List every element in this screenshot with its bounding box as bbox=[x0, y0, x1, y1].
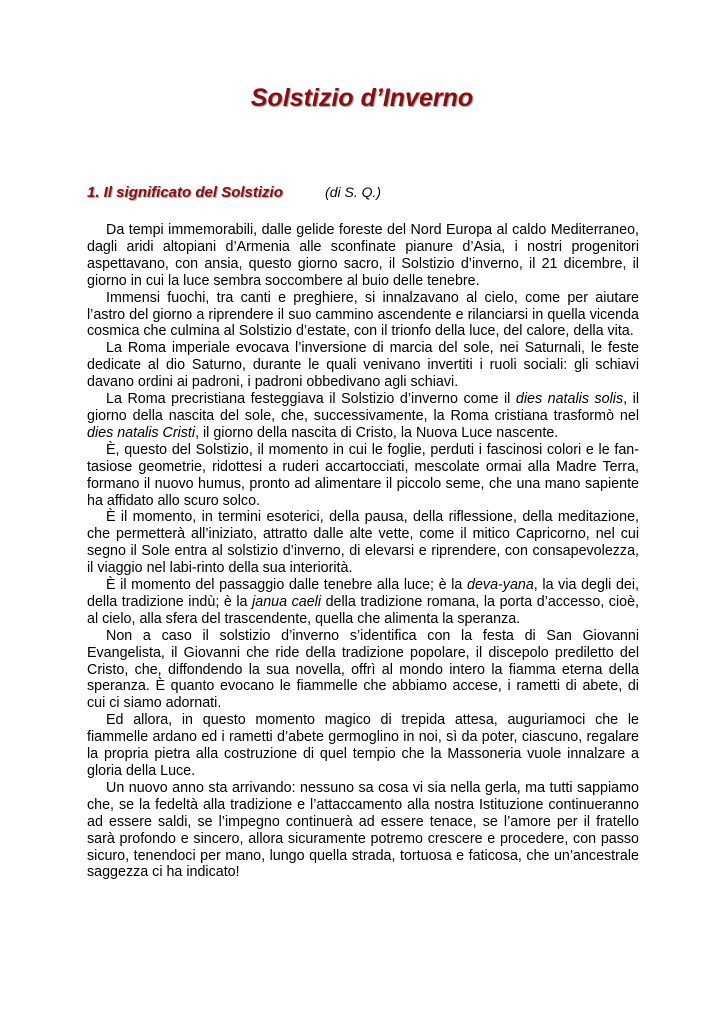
body-text bbox=[87, 222, 639, 881]
text-run: Ed allora, in questo momento magico di trepida attesa, auguriamoci che le fiammelle ardano ed i rametti d’abete germoglino in noi, sì da poter, ciascuno, regalare la propria pietra alla costruzione di quel tempio che la Massoneria vuole innalzare a gloria della Luce. bbox=[87, 712, 639, 779]
text-run: La Roma imperiale evocava l’inversione di marcia del sole, nei Saturnali, le feste dedicate al dio Saturno, durante le quali venivano invertiti i ruoli sociali: gli schiavi davano ordini ai padroni, i padroni obbedivano agli schiavi. bbox=[87, 340, 639, 391]
text-run: È, questo del Solstizio, il momento in cui le foglie, perduti i fascinosi colori e le fan-tasiose geometrie, ridottesi a ruderi accartocciati, mescolate ormai alla Madre Terra, formano il nuovo humus, pronto ad alimentare il piccolo seme, che una mano sapiente ha affidato allo scuro solco. bbox=[87, 441, 639, 509]
text-run: Da tempi immemorabili, dalle gelide foreste del Nord Europa al caldo Mediterraneo, dagli aridi altopiani d’Armenia alle sconfinate pianure d’Asia, i nostri progenitori aspettavano, con ansia, questo giorno sacro, il Solstizio d’inverno, il 21 dicembre, il giorno in cui la luce sembra soccombere al buio delle tenebre. bbox=[87, 222, 639, 289]
section-heading bbox=[87, 183, 647, 202]
paragraph bbox=[87, 442, 639, 510]
italic-phrase: janua caeli bbox=[252, 593, 322, 610]
text-run: , il giorno della nascita di Cristo, la Nuova Luce nascente. bbox=[195, 424, 559, 441]
section-title: 1. Il significato del Solstizio bbox=[87, 184, 283, 201]
text-run: Immensi fuochi, tra canti e preghiere, si innalzavano al cielo, come per aiutare l’astro del giorno a riprendere il suo cammino ascendente e rilanciarsi in quella vicenda cosmica che culmina al Solstizio d’estate, con il trionfo della luce, del calore, della vita. bbox=[87, 289, 639, 340]
paragraph bbox=[87, 577, 639, 628]
text-run: Un nuovo anno sta arrivando: nessuno sa cosa vi sia nella gerla, ma tutti sappiamo che, se la fedeltà alla tradizione e l’attaccamento alla nostra Istituzione continueranno ad essere saldi, se l’impegno continuerà ad essere tenace, se l’amore per il fratello sarà profondo e sincero, allora sicuramente potremo crescere e procedere, con passo sicuro, tenendoci per mano, lungo quella strada, tortuosa e faticosa, che un’ancestrale saggezza ci ha indicato! bbox=[87, 779, 639, 881]
text-run: , il giorno della nascita del sole, che, successivamente, la Roma cristiana trasformò nel bbox=[87, 391, 639, 424]
text-run: della tradizione romana, la porta d’accesso, cioè, al cielo, alla sfera del trascendente, quella che alimenta la speranza. bbox=[87, 593, 640, 627]
text-run: , la via degli dei, della tradizione indù; è la bbox=[87, 577, 639, 610]
paragraph bbox=[87, 391, 639, 442]
paragraph bbox=[87, 712, 639, 780]
italic-phrase: deva-yana bbox=[467, 577, 534, 594]
text-run: La Roma precristiana festeggiava il Solstizio d’inverno come il bbox=[106, 391, 516, 408]
italic-phrase: dies natalis Cristi bbox=[87, 424, 196, 441]
paragraph bbox=[87, 290, 639, 341]
text-run: È il momento del passaggio dalle tenebre alla luce; è la bbox=[106, 577, 468, 594]
section-author: (di S. Q.) bbox=[325, 184, 382, 200]
paragraph bbox=[87, 628, 639, 713]
text-run: Non a caso il solstizio d’inverno s’identifica con la festa di San Giovanni Evangelista, il Giovanni che ride della tradizione popolare, il discepolo prediletto del Cristo, che, diffondendo la sua novella, offrì al mondo intero la fiamma eterna della speranza. È quanto evocano le fiammelle che abbiamo accese, i rametti di abete, di cui ci siamo adornati. bbox=[87, 627, 639, 712]
text-run: È il momento, in termini esoterici, della pausa, della riflessione, della meditazione, che permetterà all’iniziato, attratto dalle alte vette, come il mitico Capricorno, nel cui segno il Sole entra al solstizio d’inverno, di elevarsi e riprendere, con consapevolezza, il viaggio nel labi-rinto della sua interiorità. bbox=[87, 509, 639, 577]
document-title: Solstizio d’Inverno bbox=[250, 84, 474, 112]
paragraph bbox=[87, 340, 639, 391]
paragraph bbox=[87, 509, 639, 577]
italic-phrase: dies natalis solis bbox=[515, 391, 624, 408]
paragraph bbox=[87, 222, 639, 290]
paragraph bbox=[87, 780, 639, 881]
